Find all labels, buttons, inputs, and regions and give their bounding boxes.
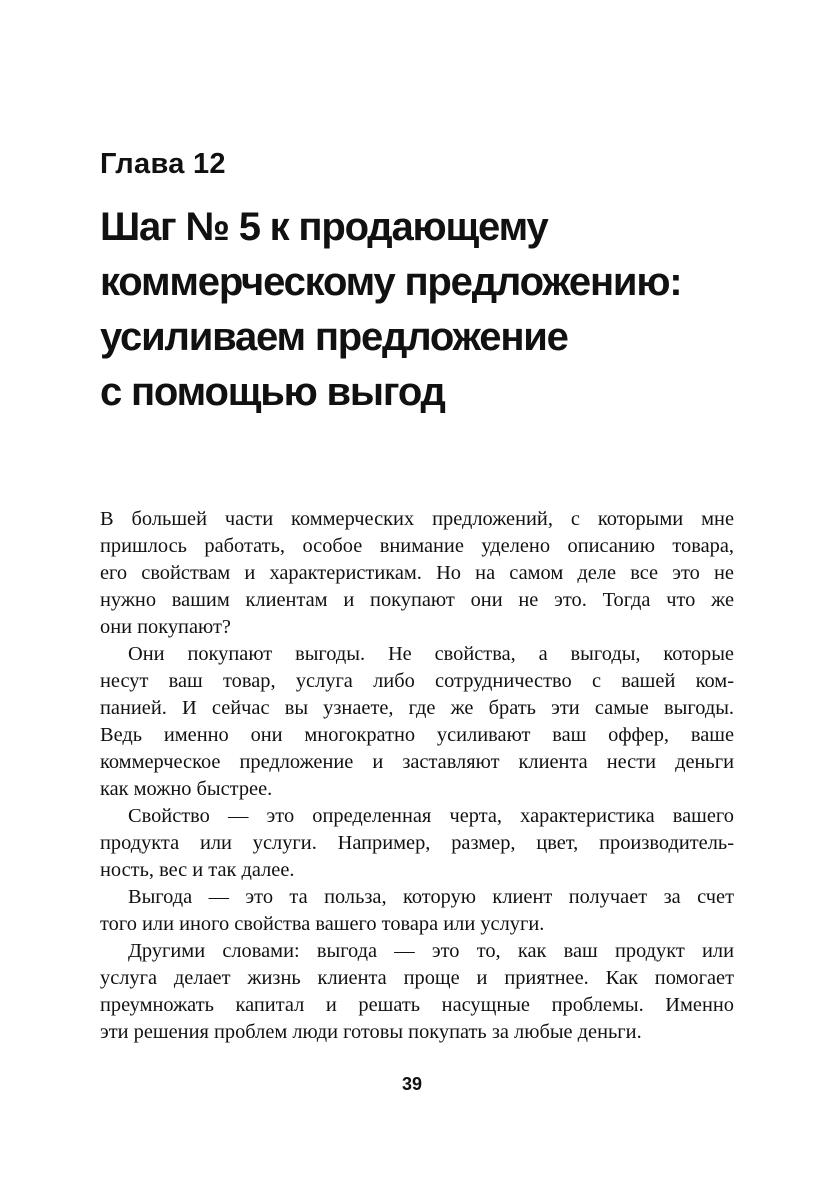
chapter-title-line: усиливаем предложение: [100, 315, 568, 359]
text-line: ность, вес и так далее.: [100, 859, 295, 881]
text-line: Они покупают выгоды. Не свойства, а выгоды, которые: [128, 643, 734, 665]
text-line: В большей части коммерческих предложений, с которыми мне: [100, 508, 734, 530]
body-text: [100, 506, 734, 1046]
text-line: нужно вашим клиентам и покупают они не это. Тогда что же: [100, 589, 734, 611]
page-number: 39: [401, 1074, 423, 1094]
text-line: коммерческое предложение и заставляют клиента нести деньги: [100, 751, 734, 773]
text-line: его свойствам и характеристикам. Но на самом деле все это не: [100, 562, 734, 584]
text-line: они покупают?: [100, 616, 231, 638]
text-line: услуга делает жизнь клиента проще и приятнее. Как помогает: [100, 967, 734, 989]
text-line: того или иного свойства вашего товара или услуги.: [100, 913, 545, 935]
text-line: продукта или услуги. Например, размер, цвет, производитель-: [100, 832, 734, 854]
text-line: панией. И сейчас вы узнаете, где же брать эти самые выгоды.: [100, 697, 734, 719]
text-line: Выгода — это та польза, которую клиент получает за счет: [128, 886, 734, 908]
chapter-title-line: коммерческому предложению:: [100, 260, 682, 304]
text-line: Ведь именно они многократно усиливают ваш оффер, ваше: [100, 724, 734, 746]
chapter-title-line: Шаг № 5 к продающему: [100, 205, 548, 249]
text-line: преумножать капитал и решать насущные проблемы. Именно: [100, 994, 734, 1016]
text-line: Другими словами: выгода — это то, как ваш продукт или: [128, 940, 734, 962]
chapter-label: Глава 12: [100, 148, 226, 180]
text-line: Свойство — это определенная черта, характеристика вашего: [128, 805, 734, 827]
text-line: как можно быстрее.: [100, 778, 273, 800]
text-line: пришлось работать, особое внимание уделено описанию товара,: [100, 535, 734, 557]
chapter-title-line: с помощью выгод: [100, 370, 445, 414]
text-line: несут ваш товар, услуга либо сотрудничество с вашей ком-: [100, 670, 734, 692]
chapter-title: [100, 200, 760, 420]
text-line: эти решения проблем люди готовы покупать за любые деньги.: [100, 1021, 642, 1043]
